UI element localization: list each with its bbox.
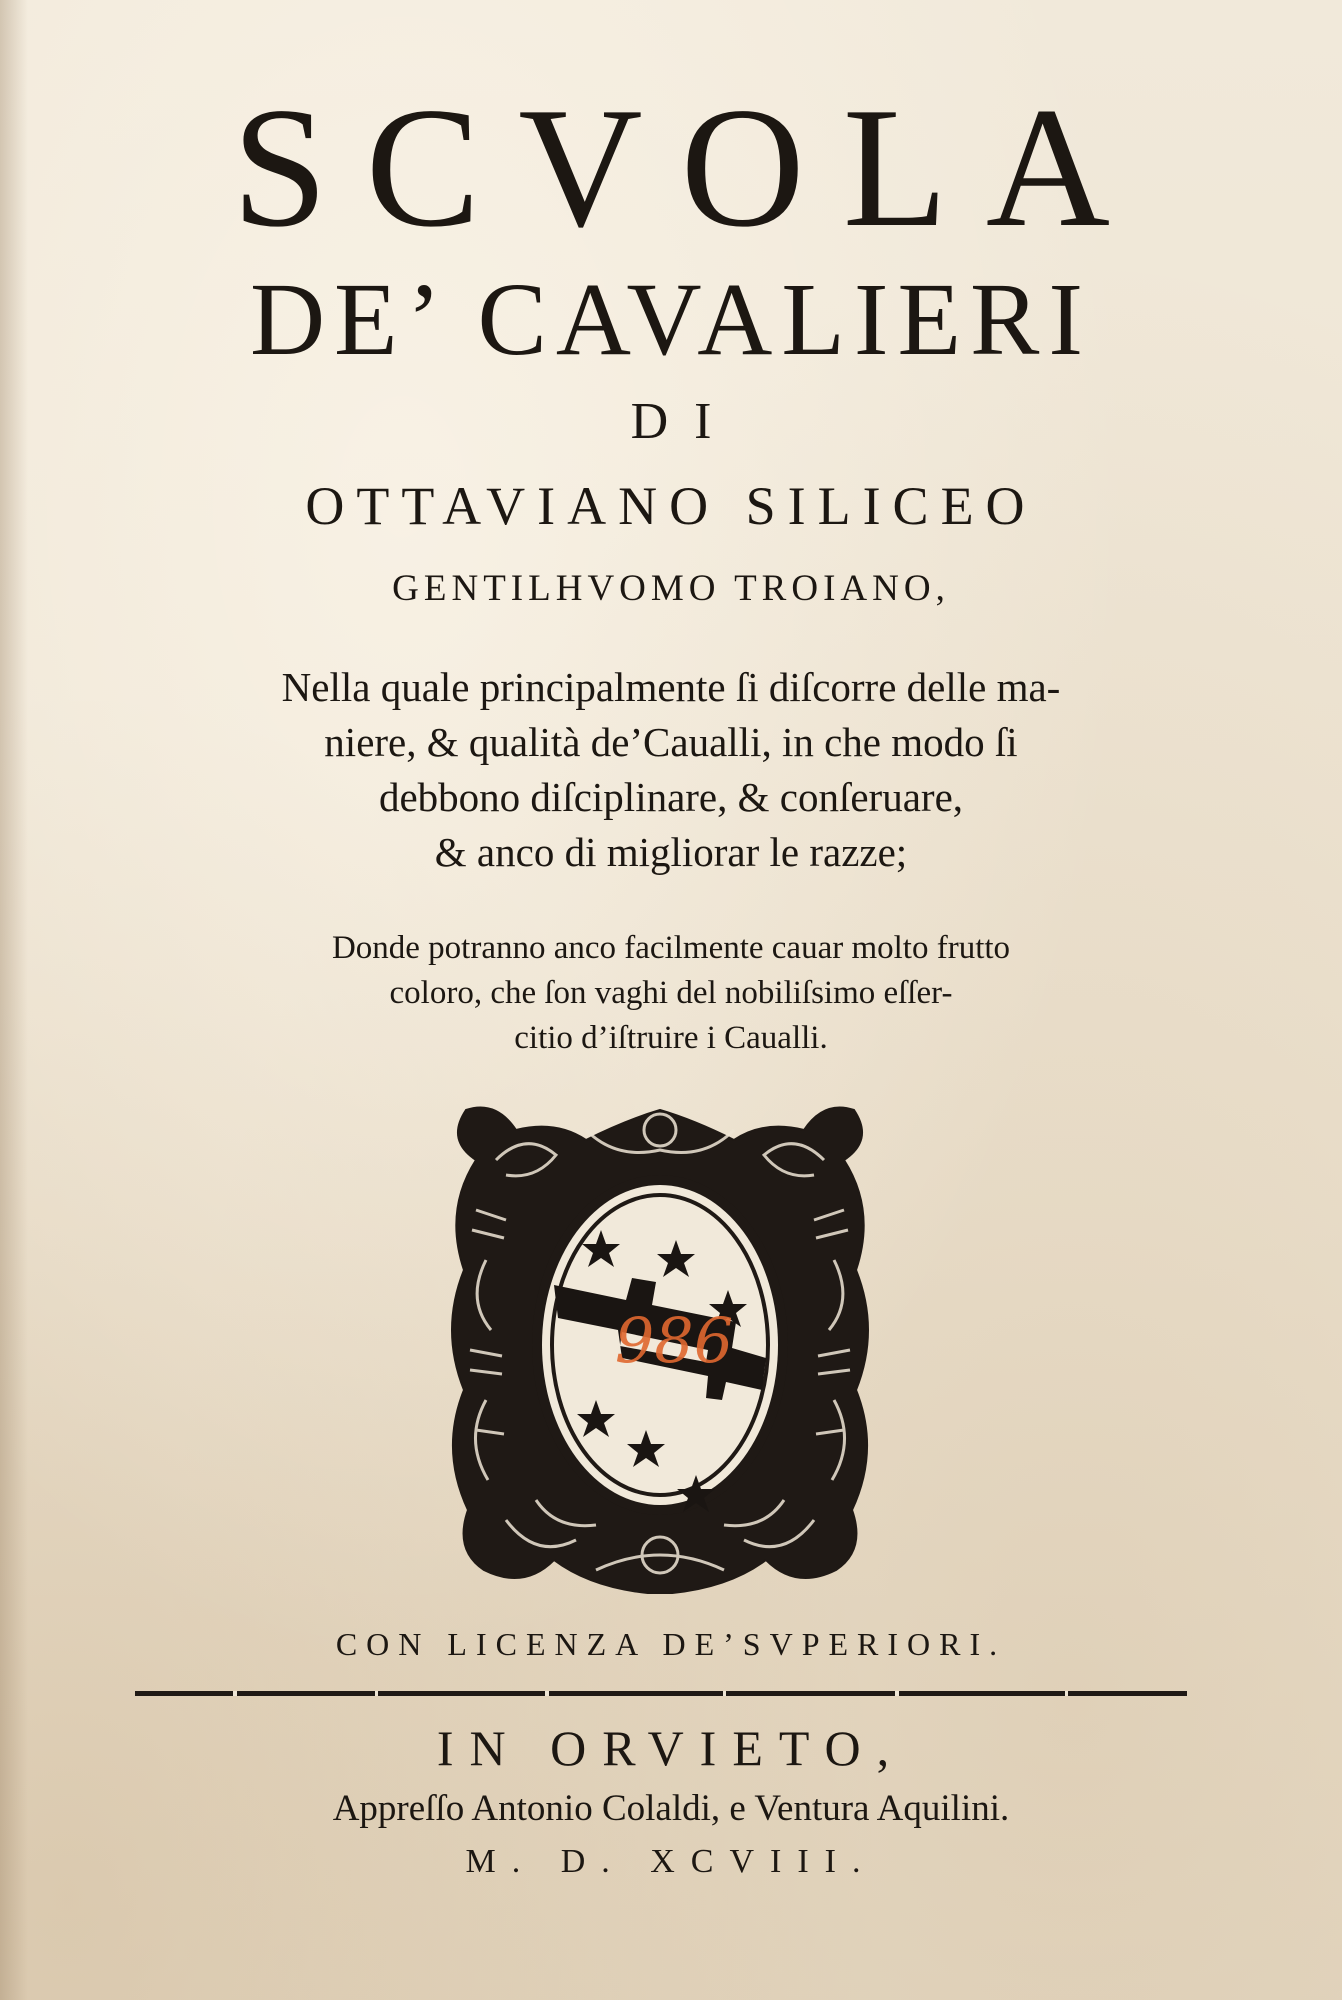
subtitle-line: citio d’iſtruire i Caualli.	[514, 1020, 828, 1056]
imprint-city: IN ORVIETO,	[436, 1720, 906, 1776]
description-line: & anco di migliorar le razze;	[434, 829, 908, 875]
description-line: debbono diſciplinare, & conſeruare,	[378, 774, 964, 820]
horizontal-rule	[135, 1690, 1187, 1697]
subtitle-line: Donde potranno anco facilmente cauar molto frutto	[331, 930, 1011, 966]
subtitle-line: coloro, che ſon vaghi del nobiliſsimo eſſer-	[389, 975, 953, 1011]
title-di: DI	[630, 393, 738, 450]
imprint-year: M. D. XCVIII.	[465, 1843, 877, 1880]
imprint-printer: Appreſſo Antonio Colaldi, e Ventura Aquilini.	[332, 1788, 1010, 1829]
red-ink-annotation: 986	[614, 1304, 734, 1377]
title-de-cavalieri: DE’ CAVALIERI	[249, 262, 1093, 377]
author-quality: GENTILHVOMO TROIANO,	[392, 568, 950, 609]
author-name: OTTAVIANO SILICEO	[305, 476, 1037, 536]
description-line: Nella quale principalmente ſi diſcorre delle ma-	[281, 664, 1061, 710]
printer-device-coat-of-arms-icon	[436, 1100, 884, 1594]
license-line: CON LICENZA DE’SVPERIORI.	[335, 1626, 1007, 1662]
title-scvola: SCVOLA	[231, 73, 1149, 263]
description-line: niere, & qualità de’Caualli, in che modo ſi	[324, 719, 1018, 765]
